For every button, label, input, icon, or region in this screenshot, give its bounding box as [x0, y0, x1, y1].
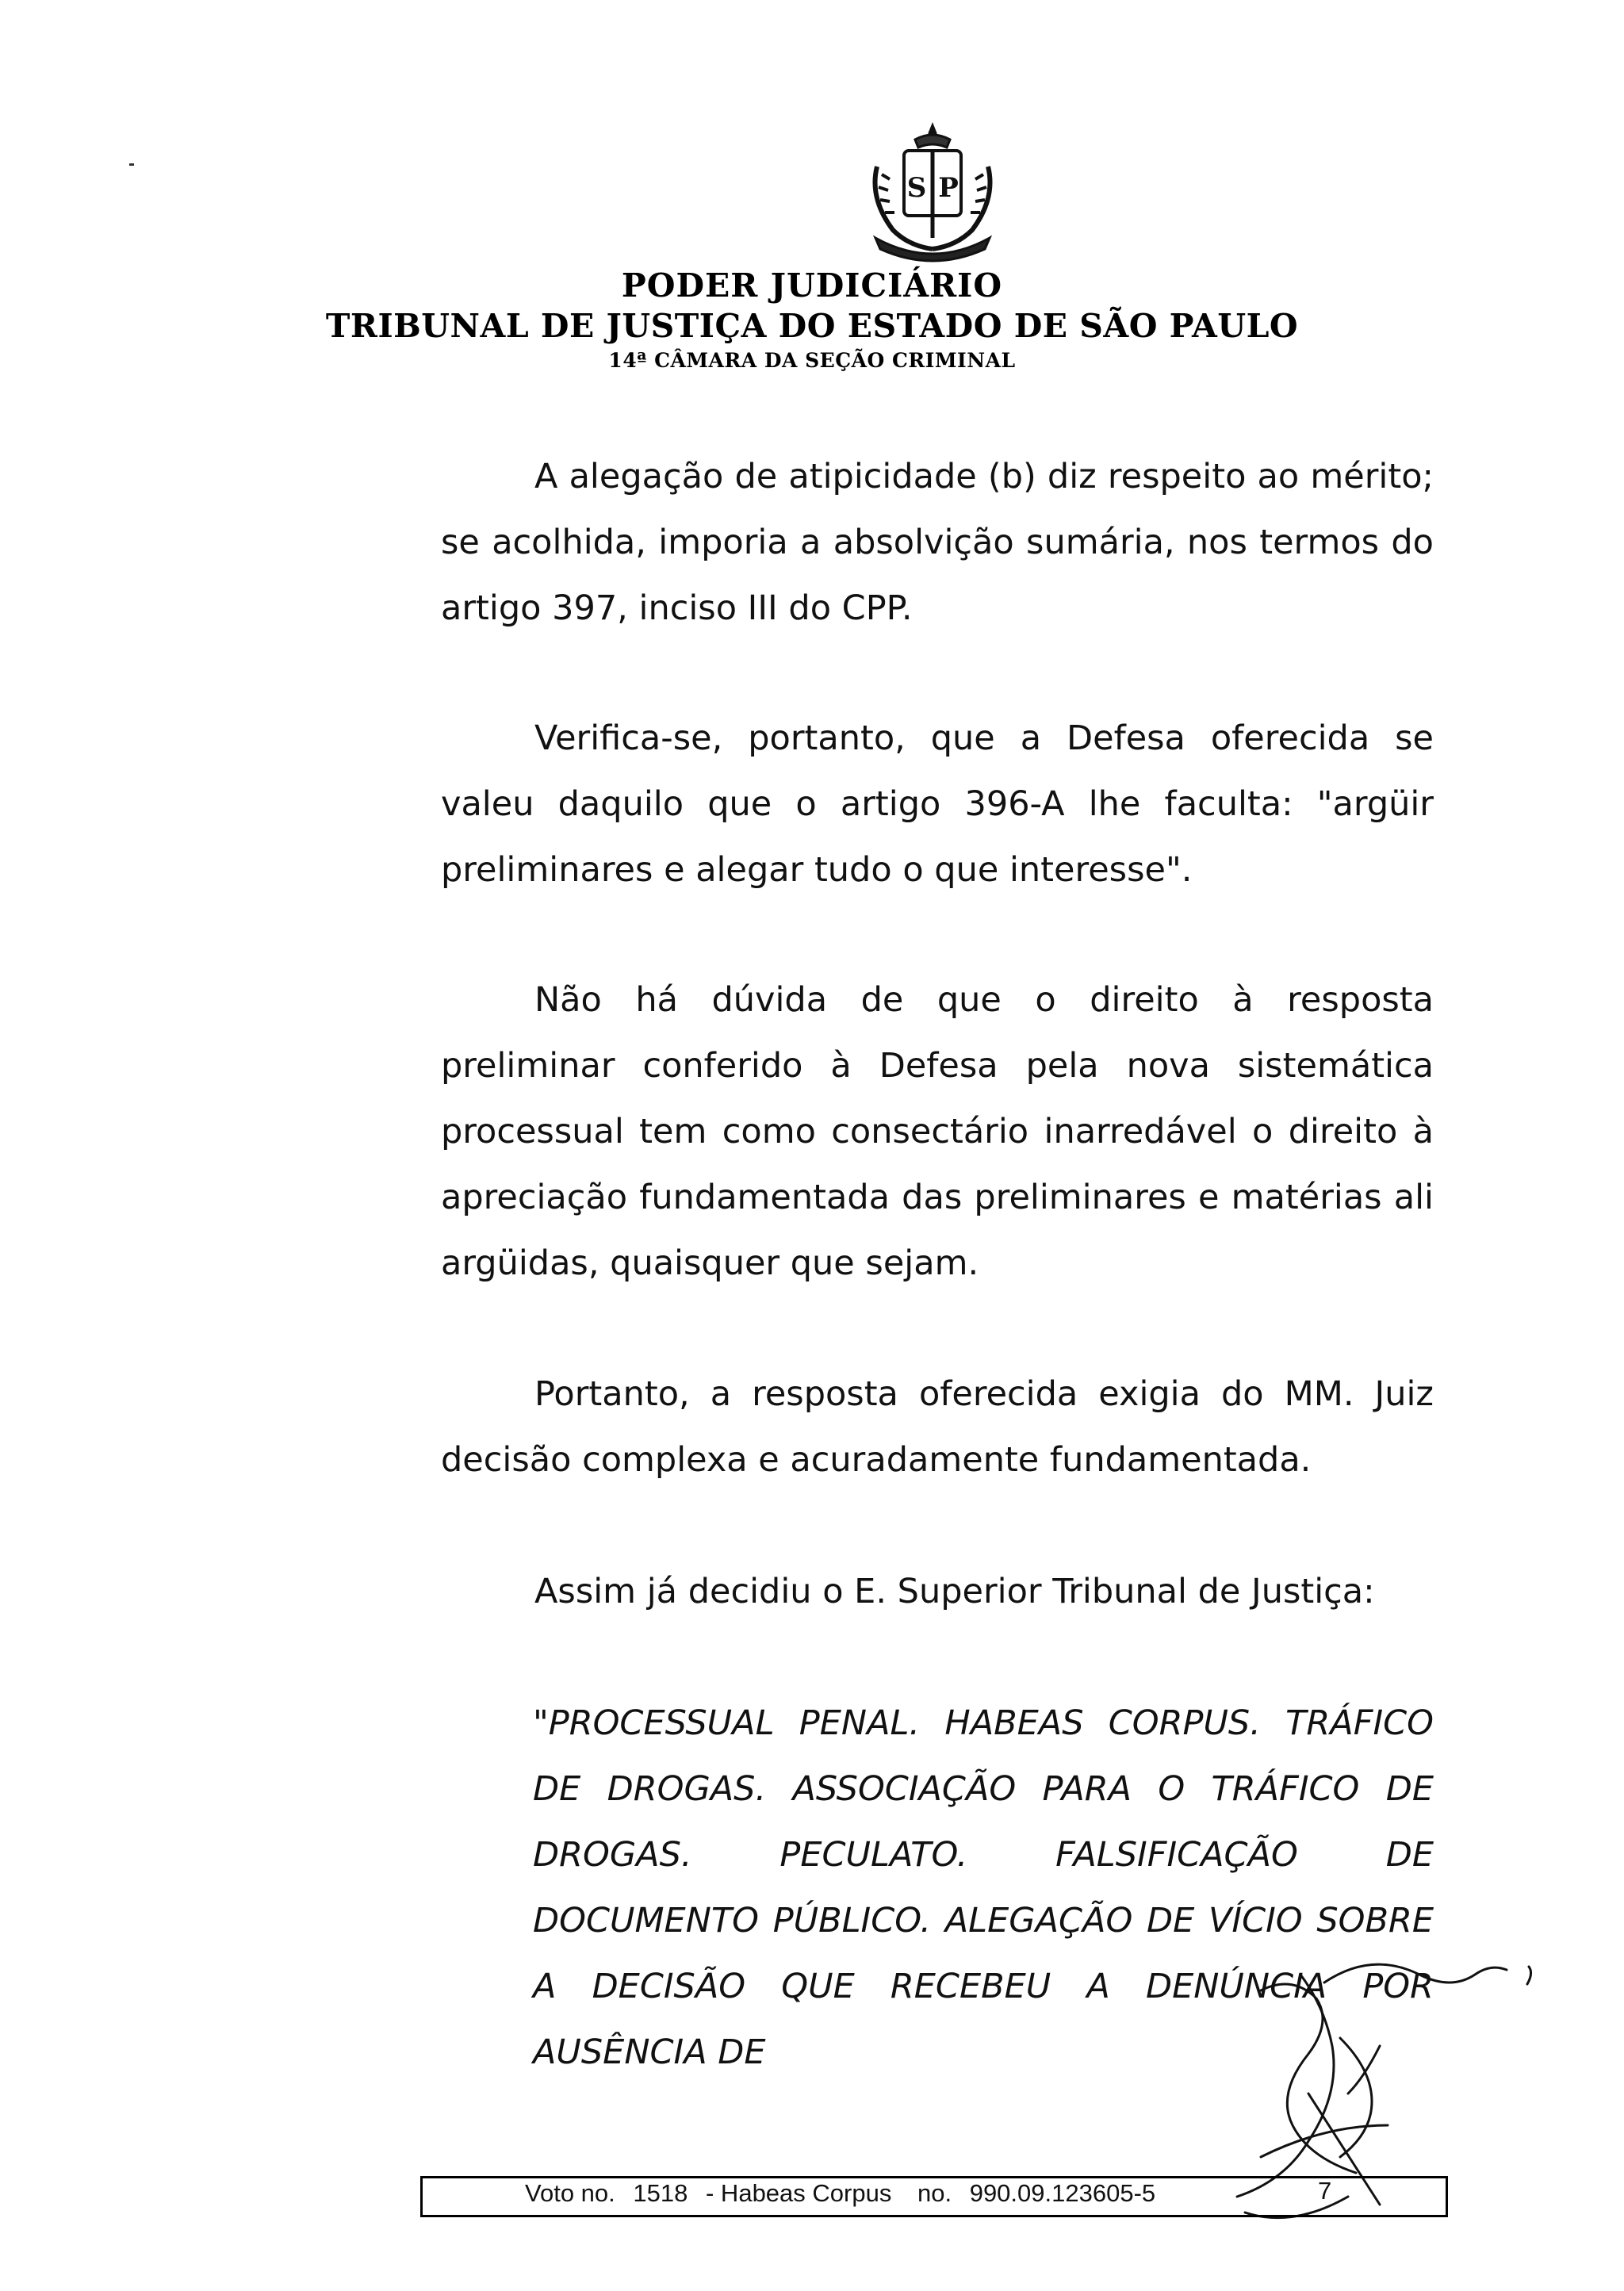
footer-voto-label: Voto no.	[525, 2179, 615, 2207]
case-law-quote: "PROCESSUAL PENAL. HABEAS CORPUS. TRÁFICO DE DROGAS. ASSOCIAÇÃO PARA O TRÁFICO DE DROGAS. PECULATO. FALSIFICAÇÃO DE DOCUMENTO PÚBLICO. ALEGAÇÃO DE VÍCIO SOBRE A DECISÃO QUE RECEBEU A DENÚNCIA POR AUSÊNCIA DE	[533, 1703, 1434, 2072]
paragraph-5	[441, 1559, 1434, 1625]
footer-reference	[525, 2179, 1155, 2208]
header-tribunal: TRIBUNAL DE JUSTIÇA DO ESTADO DE SÃO PAULO	[325, 307, 1299, 345]
header-camara: 14ª CÂMARA DA SEÇÃO CRIMINAL	[608, 349, 1016, 372]
paragraph-3	[441, 967, 1434, 1297]
header-poder-judiciario: PODER JUDICIÁRIO	[621, 266, 1003, 305]
svg-text:S: S	[906, 172, 927, 204]
paragraph-1	[441, 444, 1434, 642]
footer-voto-number: 1518	[633, 2179, 688, 2207]
paragraph-3-text: Não há dúvida de que o direito à resposta preliminar conferido à Defesa pela nova sistemática processual tem como consectário inarredável o direito à apreciação fundamentada das preliminares e matérias ali argüidas, quaisquer que sejam.	[441, 980, 1434, 1283]
footer-case-number: 990.09.123605-5	[969, 2179, 1156, 2207]
sao-paulo-seal-icon	[853, 119, 1012, 266]
paragraph-5-text: Assim já decidiu o E. Superior Tribunal de Justiça:	[534, 1572, 1375, 1611]
paragraph-4	[441, 1362, 1434, 1493]
footer-case-label: - Habeas Corpus	[706, 2179, 892, 2207]
footer-no-label: no.	[917, 2179, 952, 2207]
paragraph-2-text: Verifica-se, portanto, que a Defesa oferecida se valeu daquilo que o artigo 396-A lhe faculta: "argüir preliminares e alegar tudo o que interesse".	[441, 718, 1434, 890]
svg-text:P: P	[938, 172, 959, 204]
paragraph-4-text: Portanto, a resposta oferecida exigia do MM. Juiz decisão complexa e acuradamente fundamentada.	[441, 1374, 1434, 1480]
page-number: 7	[1318, 2177, 1332, 2205]
paragraph-2	[441, 706, 1434, 903]
stray-mark	[129, 163, 134, 166]
paragraph-1-text: A alegação de atipicidade (b) diz respeito ao mérito; se acolhida, imporia a absolvição sumária, nos termos do artigo 397, inciso III do CPP.	[441, 457, 1434, 628]
